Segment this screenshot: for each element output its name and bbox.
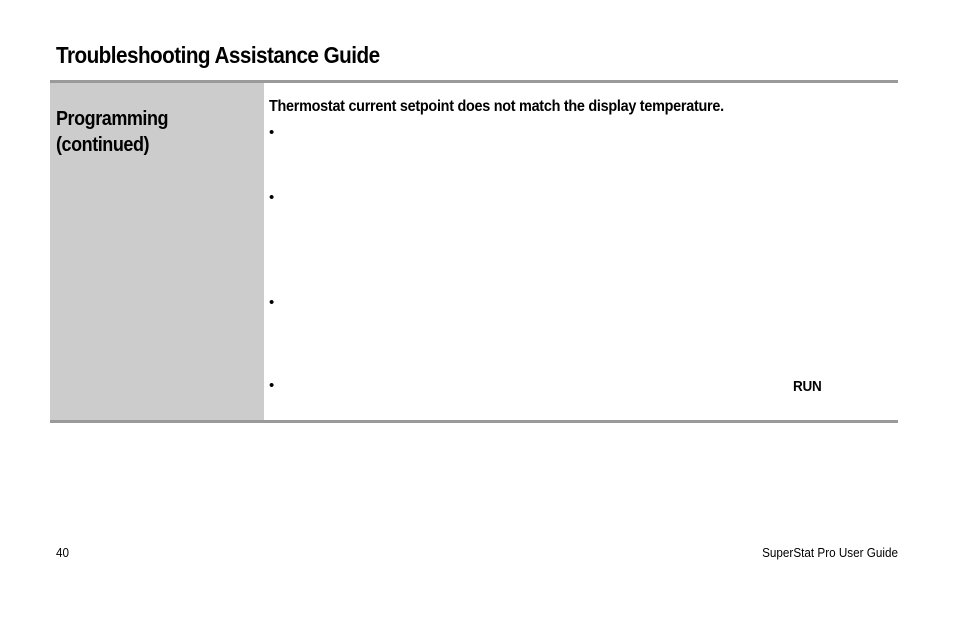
troubleshooting-table (50, 80, 898, 423)
bullet-3: • (269, 294, 275, 311)
bullet-2: • (269, 189, 275, 206)
issue-cell (264, 83, 898, 420)
section-cell (50, 83, 264, 420)
section-heading-line-1: Programming (56, 108, 169, 130)
issue-heading: Thermostat current setpoint does not match the display temperature. (269, 98, 724, 115)
footer-guide-name: SuperStat Pro User Guide (762, 545, 898, 560)
run-mode-label: RUN (793, 378, 822, 395)
section-heading-line-2: (continued) (56, 134, 150, 156)
section-heading (56, 106, 168, 158)
bullet-4: • (269, 377, 275, 394)
footer-page-number: 40 (56, 545, 70, 560)
bullet-1: • (269, 124, 275, 141)
page-title: Troubleshooting Assistance Guide (56, 42, 380, 68)
